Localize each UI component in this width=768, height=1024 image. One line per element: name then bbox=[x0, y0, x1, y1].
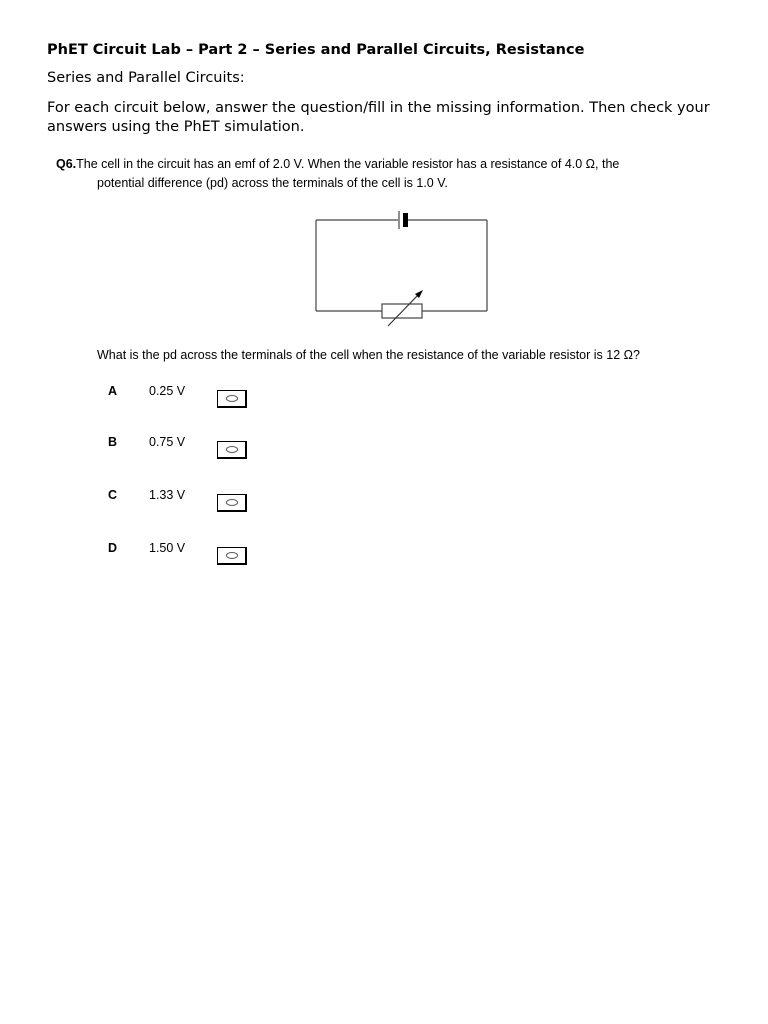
question-number: Q6. bbox=[56, 157, 77, 171]
variable-resistor-symbol bbox=[382, 290, 423, 326]
option-d-checkbox[interactable] bbox=[217, 547, 247, 565]
instructions-text: For each circuit below, answer the question/fill in the missing information. Then check your answers using the PhET simulation. bbox=[47, 100, 710, 135]
oval-icon bbox=[226, 446, 238, 453]
document-title: PhET Circuit Lab – Part 2 – Series and Parallel Circuits, Resistance bbox=[47, 42, 585, 58]
oval-icon bbox=[226, 552, 238, 559]
option-b-checkbox[interactable] bbox=[217, 441, 247, 459]
option-a-checkbox[interactable] bbox=[217, 390, 247, 408]
option-letter: D bbox=[108, 541, 118, 555]
option-letter: B bbox=[108, 435, 118, 449]
option-value: 0.25 V bbox=[149, 384, 186, 398]
option-c-checkbox[interactable] bbox=[217, 494, 247, 512]
circuit-diagram bbox=[314, 208, 490, 332]
cell-symbol bbox=[399, 211, 408, 229]
question-text-line1 bbox=[56, 157, 619, 171]
option-letter: A bbox=[108, 384, 118, 398]
option-letter: C bbox=[108, 488, 118, 502]
option-value: 1.50 V bbox=[149, 541, 186, 555]
oval-icon bbox=[226, 395, 238, 402]
section-heading: Series and Parallel Circuits: bbox=[47, 70, 245, 86]
oval-icon bbox=[226, 499, 238, 506]
option-value: 1.33 V bbox=[149, 488, 186, 502]
question-prompt: What is the pd across the terminals of the cell when the resistance of the variable resistor is 12 Ω? bbox=[97, 348, 640, 362]
wire-loop bbox=[316, 220, 487, 311]
question-text: The cell in the circuit has an emf of 2.0 V. When the variable resistor has a resistance of 4.0 Ω, the bbox=[76, 157, 620, 171]
question-text-line2: potential difference (pd) across the terminals of the cell is 1.0 V. bbox=[97, 176, 448, 190]
option-value: 0.75 V bbox=[149, 435, 186, 449]
